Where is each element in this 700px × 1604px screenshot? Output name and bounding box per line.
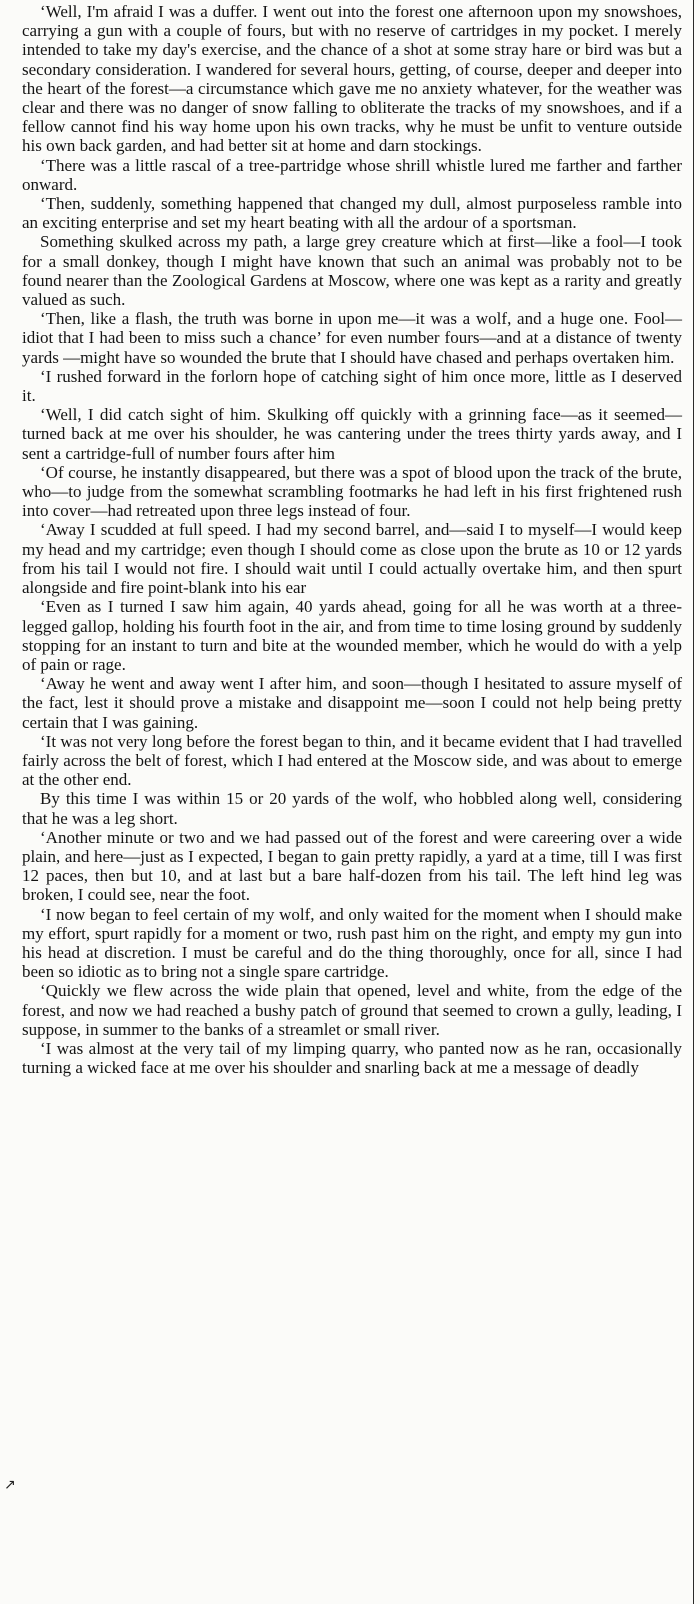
- paragraph: ‘Well, I'm afraid I was a duffer. I went out into the forest one afternoon upon my snowshoes, carrying a gun with a couple of fours, but with no reserve of cartridges in my pocket. I merely intended to take my day's exercise, and the chance of a shot at some stray hare or bird was but a secondary consideration. I wandered for several hours, getting, of course, deeper and deeper into the heart of the forest—a circumstance which gave me no anxiety whatever, for the weather was clear and there was no danger of snow falling to obliterate the tracks of my snowshoes, and if a fellow cannot find his way home upon his own tracks, why he must be unfit to venture outside his own back garden, and had better sit at home and darn stockings.: [22, 2, 682, 156]
- article-column: [22, 2, 682, 1077]
- paragraph: ‘It was not very long before the forest began to thin, and it became evident that I had travelled fairly across the belt of forest, which I had entered at the Moscow side, and was about to emerge at the other end.: [22, 731, 682, 790]
- paragraph: ‘There was a little rascal of a tree-partridge whose shrill whistle lured me farther and farther onward.: [22, 155, 682, 194]
- paragraph: By this time I was within 15 or 20 yards of the wolf, who hobbled along well, considering that he was a leg short.: [22, 789, 682, 828]
- margin-pencil-mark-icon: ↗: [4, 1477, 16, 1493]
- paragraph: ‘I was almost at the very tail of my limping quarry, who panted now as he ran, occasionally turning a wicked face at me over his shoulder and snarling back at me a message of deadly: [22, 1038, 682, 1078]
- paragraph: ‘Away he went and away went I after him, and soon—though I hesitated to assure myself of the fact, lest it should prove a mistake and disappoint me—soon I could not help being pretty certain that I was gaining.: [22, 674, 682, 732]
- paragraph: ‘Then, like a flash, the truth was borne in upon me—it was a wolf, and a huge one. Fool—idiot that I had been to miss such a chance’ for even number fours—and at a distance of twenty yards —might have so wounded the brute that I should have chased and perhaps overtaken him.: [22, 309, 682, 367]
- paragraph: ‘Of course, he instantly disappeared, but there was a spot of blood upon the track of the brute, who—to judge from the somewhat scrambling footmarks he had left in his first frightened rush into cover—had retreated upon three legs instead of four.: [22, 462, 682, 521]
- paragraph: ‘Well, I did catch sight of him. Skulking off quickly with a grinning face—as it seemed—turned back at me over his shoulder, he was cantering under the trees thirty yards away, and I sent a cartridge-full of number fours after him: [22, 405, 682, 463]
- paragraph: ‘Quickly we flew across the wide plain that opened, level and white, from the edge of the forest, and now we had reached a bushy patch of ground that seemed to crown a gully, leading, I suppose, in summer to the banks of a streamlet or small river.: [22, 981, 682, 1039]
- paragraph: ‘Away I scudded at full speed. I had my second barrel, and—said I to myself—I would keep my head and my cartridge; even though I should come as close upon the brute as 10 or 12 yards from his tail I would not fire. I should wait until I could actually overtake him, and then spurt alongside and fire point-blank into his ear: [22, 520, 682, 598]
- column-rule: [693, 0, 694, 1604]
- paragraph: ‘I now began to feel certain of my wolf, and only waited for the moment when I should make my effort, spurt rapidly for a moment or two, rush past him on the right, and empty my gun into his head at discretion. I must be careful and do the thing thoroughly, once for all, since I had been so idiotic as to bring not a single spare cartridge.: [22, 904, 682, 982]
- paragraph: Something skulked across my path, a large grey creature which at first—like a fool—I took for a small donkey, though I might have known that such an animal was probably not to be found nearer than the Zoological Gardens at Moscow, where one was kept as a rarity and greatly valued as such.: [22, 232, 682, 310]
- paragraph: ‘Even as I turned I saw him again, 40 yards ahead, going for all he was worth at a three-legged gallop, holding his fourth foot in the air, and from time to time losing ground by suddenly stopping for an instant to turn and bite at the wounded member, which he would do with a yelp of pain or rage.: [22, 597, 682, 674]
- paragraph: ‘Then, suddenly, something happened that changed my dull, almost purposeless ramble into an exciting enterprise and set my heart beating with all the ardour of a sportsman.: [22, 194, 682, 233]
- paragraph: ‘Another minute or two and we had passed out of the forest and were careering over a wide plain, and here—just as I expected, I began to gain pretty rapidly, a yard at a time, till I was first 12 paces, then but 10, and at last but a bare half-dozen from his tail. The left hind leg was broken, I could see, near the foot.: [22, 827, 682, 905]
- paragraph: ‘I rushed forward in the forlorn hope of catching sight of him once more, little as I deserved it.: [22, 366, 682, 406]
